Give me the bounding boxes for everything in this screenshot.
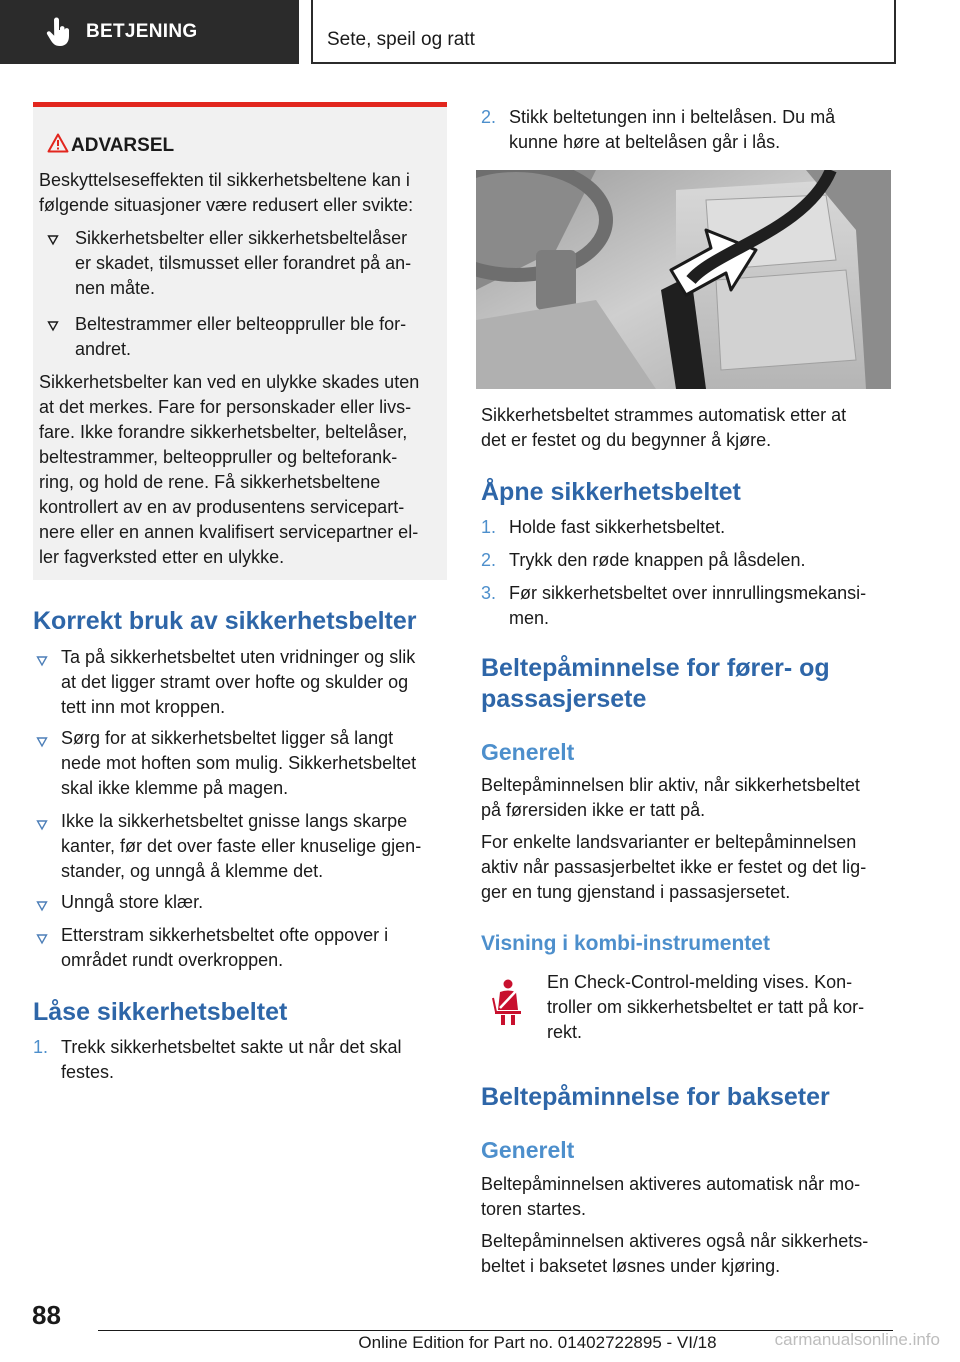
reminder-rear-p2: Beltepåminnelsen aktiveres også når sikkerhets- beltet i baksetet løsnes under kjøring. <box>481 1231 869 1276</box>
heading-open: Åpne sikkerhetsbeltet <box>481 478 741 506</box>
warning-body: Sikkerhetsbelter kan ved en ulykke skades uten at det merkes. Fare for personskader eller livs- fare. Ikke forandre sikkerhetsbelter, beltelåser, beltestrammer, belteoppruller og belteforank- ring, og hold de rene. Få sikkerhetsbeltene kontrollert av en av produsentens servicepart- nere eller en annen kvalifisert servicepartner el- ler fagverksted etter en ulykke. <box>39 372 420 567</box>
open-step-3: Før sikkerhetsbeltet over innrullingsmekansi- men. <box>509 583 867 628</box>
open-step-2: Trykk den røde knappen på låsdelen. <box>509 550 806 570</box>
header-subsection-label: Sete, speil og ratt <box>327 29 475 50</box>
warning-intro: Beskyttelseseffekten til sikkerhetsbeltene kan i følgende situasjoner være redusert eller svikte: <box>39 170 414 215</box>
header-section-tab <box>0 0 299 64</box>
seatbelt-buckle-illustration <box>476 170 891 389</box>
lock-step-1: Trekk sikkerhetsbeltet sakte ut når det skal festes. <box>61 1037 402 1082</box>
page-number: 88 <box>32 1300 61 1330</box>
warning-box <box>33 102 447 580</box>
bullet-marker <box>36 654 48 672</box>
bullet-marker <box>36 818 48 836</box>
display-text: En Check-Control-melding vises. Kon- troller om sikkerhetsbeltet er tatt på kor- rekt. <box>547 972 865 1042</box>
header-section-label: BETJENING <box>86 21 198 42</box>
hand-pointer-icon <box>36 0 82 64</box>
heading-display: Visning i kombi-instrumentet <box>481 932 770 955</box>
open-step-1: Holde fast sikkerhetsbeltet. <box>509 517 726 537</box>
footer-edition: Online Edition for Part no. 01402722895 - VI/18 <box>358 1333 717 1352</box>
watermark: carmanualsonline.info <box>774 1330 940 1349</box>
warning-bullet-2: Beltestrammer eller belteoppruller ble for- andret. <box>75 314 407 359</box>
seatbelt-reminder-icon <box>492 978 524 1031</box>
heading-reminder-front: Beltepåminnelse for fører- og passasjersete <box>481 654 830 713</box>
bullet-marker <box>36 932 48 950</box>
reminder-front-p1: Beltepåminnelsen blir aktiv, når sikkerhetsbeltet på førersiden ikke er tatt på. <box>481 775 860 820</box>
correct-use-bullet-1: Ta på sikkerhetsbeltet uten vridninger og slik at det ligger stramt over hofte og skulder og tett inn mot kroppen. <box>61 647 416 717</box>
heading-general-front: Generelt <box>481 739 575 765</box>
lock-step-2: Stikk beltetungen inn i beltelåsen. Du må kunne høre at beltelåsen går i lås. <box>509 107 836 152</box>
heading-reminder-rear: Beltepåminnelse for bakseter <box>481 1083 830 1111</box>
step-number: 1. <box>481 517 497 537</box>
bullet-marker <box>36 735 48 753</box>
warning-bullet-marker-1 <box>47 233 59 251</box>
step-number: 3. <box>481 583 497 603</box>
bullet-marker <box>36 899 48 917</box>
reminder-rear-p1: Beltepåminnelsen aktiveres automatisk når mo- toren startes. <box>481 1174 861 1219</box>
lock-after-text: Sikkerhetsbeltet strammes automatisk etter at det er festet og du begynner å kjøre. <box>481 405 847 450</box>
correct-use-bullet-5: Etterstram sikkerhetsbeltet ofte oppover i området rundt overkroppen. <box>61 925 389 970</box>
heading-general-rear: Generelt <box>481 1137 575 1163</box>
correct-use-bullet-4: Unngå store klær. <box>61 892 204 912</box>
reminder-front-p2: For enkelte landsvarianter er beltepåminnelsen aktiv når passasjerbeltet ikke er festet og det lig- ger en tung gjenstand i passasjersetet. <box>481 832 867 902</box>
step-number: 2. <box>481 550 497 570</box>
warning-title: ADVARSEL <box>71 135 175 156</box>
header-subsection-tab <box>311 0 896 64</box>
step-number: 1. <box>33 1037 49 1057</box>
heading-correct-use: Korrekt bruk av sikkerhetsbelter <box>33 607 417 635</box>
correct-use-bullet-3: Ikke la sikkerhetsbeltet gnisse langs skarpe kanter, før det over faste eller knuselige gjen- stander, og unngå å klemme det. <box>61 811 422 881</box>
warning-triangle-icon <box>47 133 69 158</box>
correct-use-bullet-2: Sørg for at sikkerhetsbeltet ligger så langt nede mot hoften som mulig. Sikkerhetsbeltet skal ikke klemme på magen. <box>61 728 417 798</box>
warning-bullet-marker-2 <box>47 319 59 337</box>
heading-lock: Låse sikkerhetsbeltet <box>33 998 288 1026</box>
warning-bullet-1: Sikkerhetsbelter eller sikkerhetsbeltelåser er skadet, tilsmusset eller forandret på an- nen måte. <box>75 228 412 298</box>
step-number: 2. <box>481 107 497 127</box>
